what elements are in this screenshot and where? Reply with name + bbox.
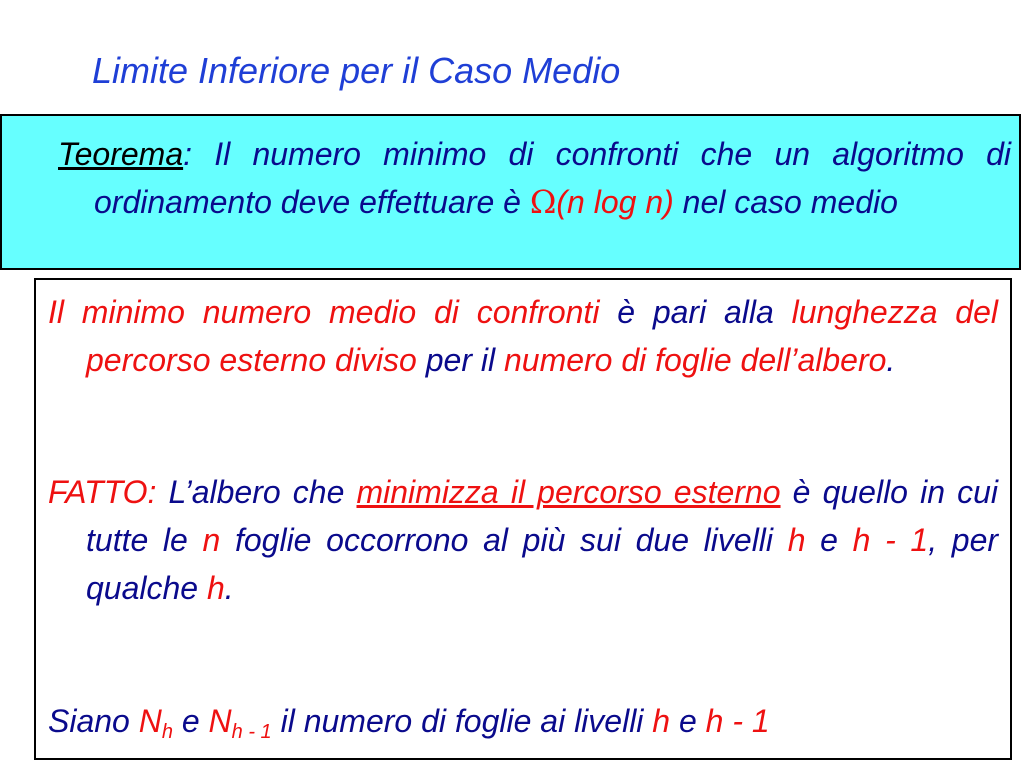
p2-underlined: minimizza il percorso esterno bbox=[356, 474, 781, 510]
p1-part5: per il bbox=[416, 342, 504, 378]
p3-t1: Siano bbox=[48, 703, 139, 739]
p3-t3: il numero di foglie ai livelli bbox=[271, 703, 653, 739]
theorem-complexity: (n log n) bbox=[556, 184, 674, 220]
p2-t3: foglie occorrono al più sui due livelli bbox=[220, 522, 788, 558]
theorem-colon: : bbox=[183, 136, 192, 172]
p2-t1: L’albero che bbox=[156, 474, 357, 510]
theorem-statement: Il numero minimo di confronti che un algoritmo di ordinamento deve effettuare è bbox=[94, 136, 1011, 220]
p3-t2: e bbox=[172, 703, 209, 739]
theorem-statement-end: nel caso medio bbox=[673, 184, 898, 220]
slide-title: Limite Inferiore per il Caso Medio bbox=[92, 50, 621, 91]
explanation-box bbox=[34, 278, 1012, 760]
p1-part6: numero di foglie dell’albero bbox=[503, 342, 887, 378]
p2-t4: e bbox=[805, 522, 853, 558]
fact-label: FATTO: bbox=[48, 474, 157, 510]
theorem-text bbox=[58, 130, 1011, 226]
p3-t4: e bbox=[670, 703, 706, 739]
theorem-label: Teorema bbox=[58, 136, 184, 172]
p2-t5: , per qualche bbox=[86, 522, 999, 606]
paragraph-fact bbox=[48, 468, 998, 612]
omega-symbol: Ω bbox=[529, 183, 557, 221]
p2-h3: h bbox=[206, 570, 225, 606]
p1-part4: lunghezza del percorso esterno diviso bbox=[86, 294, 999, 378]
p1-part1: Il bbox=[48, 294, 64, 330]
p2-n: n bbox=[202, 522, 221, 558]
p2-h1: h bbox=[787, 522, 806, 558]
p2-t6: . bbox=[224, 570, 234, 606]
p2-h2: h - 1 bbox=[852, 522, 929, 558]
p1-part2: minimo numero medio di confronti bbox=[64, 294, 618, 330]
p3-sub1: h bbox=[161, 721, 173, 743]
theorem-box bbox=[0, 114, 1021, 270]
p3-h2: h - 1 bbox=[705, 703, 770, 739]
p3-N1: N bbox=[138, 703, 162, 739]
p3-N2: N bbox=[208, 703, 232, 739]
p3-sub2: h - 1 bbox=[231, 721, 272, 743]
p1-part7: . bbox=[886, 342, 896, 378]
paragraph-average-comparisons bbox=[48, 288, 998, 384]
p2-t2: è quello in cui tutte le bbox=[86, 474, 999, 558]
paragraph-leaf-counts bbox=[48, 697, 998, 745]
p3-h1: h bbox=[652, 703, 671, 739]
p1-part3: è pari alla bbox=[617, 294, 792, 330]
